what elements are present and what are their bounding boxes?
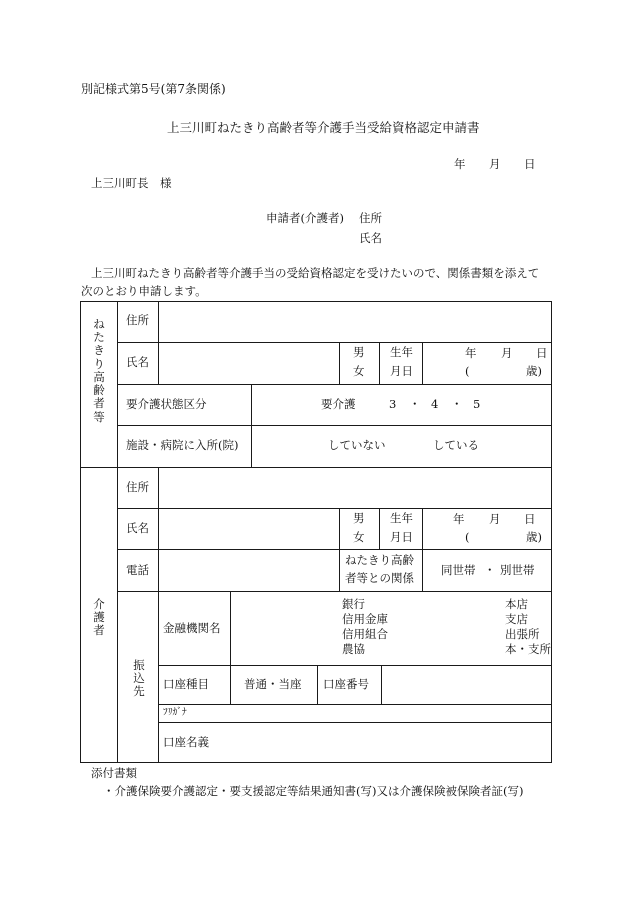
care-level-dot-2: ・ (451, 397, 463, 411)
caregiver-age-open: ( (465, 530, 470, 544)
facility-option-no: していない (328, 438, 386, 452)
intro-line-1: 上三川町ねたきり高齢者等介護手当の受給資格認定を受けたいので、関係書類を添えて (91, 266, 540, 280)
account-number-label: 口座番号 (323, 677, 369, 691)
bedridden-birth-month: 月 (501, 346, 513, 360)
relation-separate-household: 別世帯 (500, 563, 535, 577)
caregiver-birth-label-2: 月日 (390, 530, 413, 544)
branch-type-head: 本店 (505, 597, 528, 611)
bedridden-sex-male: 男 (353, 345, 365, 359)
bedridden-age-label: 歳) (526, 364, 542, 378)
applicant-label: 申請者(介護者) (266, 211, 344, 225)
applicant-name-label: 氏名 (359, 231, 382, 245)
branch-type-head-branch: 本・支所 (505, 642, 551, 656)
bedridden-birth-day: 日 (536, 346, 548, 360)
attachments-label: 添付書類 (91, 766, 137, 780)
bank-name-label: 金融機関名 (163, 621, 221, 635)
date-year-label: 年 (454, 157, 466, 171)
bank-type-kumiai: 信用組合 (342, 627, 388, 641)
intro-line-2: 次のとおり申請します。 (81, 284, 207, 298)
caregiver-birth-day: 日 (524, 512, 536, 526)
bedridden-age-open: ( (465, 364, 470, 378)
caregiver-sex-female: 女 (353, 530, 365, 544)
care-level-label: 要介護状態区分 (126, 397, 207, 411)
attachment-item-1: ・介護保険要介護認定・要支援認定等結果通知書(写)又は介護保険被保険者証(写) (103, 784, 524, 798)
caregiver-address-label: 住所 (126, 480, 149, 494)
caregiver-age-label: 歳) (526, 530, 542, 544)
relation-label-2: 者等との関係 (345, 571, 414, 585)
caregiver-birth-month: 月 (489, 512, 501, 526)
branch-type-office: 出張所 (505, 627, 540, 641)
care-level-option-3: 3 (389, 397, 397, 411)
account-type-options: 普通・当座 (244, 677, 302, 691)
bank-type-shinkin: 信用金庫 (342, 612, 388, 626)
phone-label: 電話 (126, 563, 149, 577)
facility-label: 施設・病院に入所(院) (126, 438, 239, 452)
bedridden-address-label: 住所 (126, 313, 149, 327)
applicant-address-label: 住所 (359, 211, 382, 225)
furigana-label: ﾌﾘｶﾞﾅ (163, 707, 187, 718)
caregiver-sex-male: 男 (353, 511, 365, 525)
facility-option-yes: している (433, 438, 479, 452)
care-level-dot-1: ・ (409, 397, 421, 411)
addressee: 上三川町長 様 (91, 176, 172, 190)
bedridden-sex-female: 女 (353, 364, 365, 378)
bedridden-birth-label-1: 生年 (390, 345, 413, 359)
bank-type-bank: 銀行 (342, 597, 365, 611)
caregiver-birth-label-1: 生年 (390, 511, 413, 525)
relation-dot: ・ (484, 563, 496, 577)
care-level-option-5: 5 (473, 397, 481, 411)
caregiver-name-label: 氏名 (126, 521, 149, 535)
bedridden-birth-label-2: 月日 (390, 364, 413, 378)
caregiver-birth-year: 年 (453, 512, 465, 526)
care-level-option-4: 4 (431, 397, 439, 411)
form-number: 別記様式第5号(第7条関係) (81, 82, 226, 96)
branch-type-branch: 支店 (505, 612, 528, 626)
caregiver-section-heading: 介 護 者 (93, 597, 105, 638)
account-holder-label: 口座名義 (163, 735, 209, 749)
page-title: 上三川町ねたきり高齢者等介護手当受給資格認定申請書 (167, 120, 480, 135)
bedridden-section-heading: ね た き り 高 齢 者 等 (93, 317, 105, 424)
care-level-prefix: 要介護 (321, 397, 356, 411)
bedridden-name-label: 氏名 (126, 355, 149, 369)
relation-label-1: ねたきり高齢 (345, 553, 414, 567)
account-type-label: 口座種目 (163, 677, 209, 691)
date-month-label: 月 (489, 157, 501, 171)
relation-same-household: 同世帯 (441, 563, 476, 577)
date-day-label: 日 (524, 157, 536, 171)
transfer-heading: 振 込 先 (133, 658, 145, 699)
bedridden-birth-year: 年 (465, 346, 477, 360)
bank-type-nokyo: 農協 (342, 642, 365, 656)
